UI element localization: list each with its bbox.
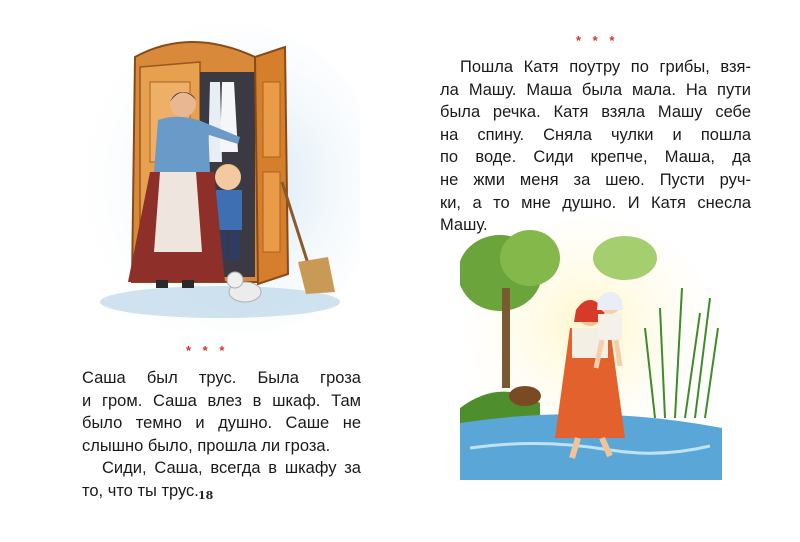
stream-crossing-illustration [460, 218, 722, 480]
wardrobe-illustration [70, 12, 360, 332]
text-line: Машу. [440, 216, 488, 235]
text-line: и гром. Саша влез в шкаф. Там [82, 391, 361, 410]
section-separator: * * * [576, 33, 619, 48]
text-line: на спину. Сняла чулки и пошла [440, 125, 751, 144]
text-line: Пошла Катя поутру по грибы, взя- [460, 58, 751, 76]
text-line: по воде. Сиди крепче, Маша, да [440, 148, 751, 167]
story-text-katya [440, 56, 751, 237]
page-number: 18 [198, 489, 214, 502]
text-line: была речка. Катя взяла Машу себе [440, 103, 751, 122]
text-line: слышно было, прошла ли гроза. [82, 436, 331, 455]
text-line: ки, а то мне душно. И Катя снесла [440, 193, 751, 212]
text-line: Сиди, Саша, всегда в шкафу за [102, 459, 361, 478]
text-line: не жми меня за шею. Пусти руч- [440, 170, 751, 189]
text-line: ла Машу. Маша была мала. На пути [440, 80, 751, 99]
text-line: Саша был трус. Была гроза [82, 369, 361, 387]
section-separator: * * * [186, 343, 229, 358]
text-line: было темно и душно. Саше не [82, 414, 361, 433]
text-line: то, что ты трус. [82, 481, 199, 500]
story-text-sasha [82, 367, 361, 503]
